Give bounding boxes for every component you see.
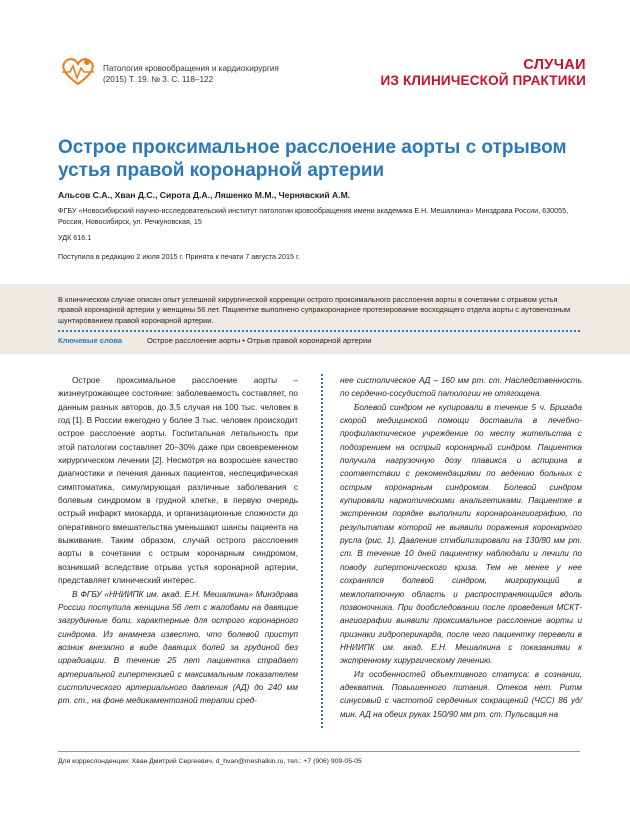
keywords-text: Острое расслоение аорты • Отрыв правой коронарной артерии bbox=[147, 336, 372, 345]
article-authors: Альсов С.А., Хван Д.С., Сирота Д.А., Ляшенко М.М., Чернявский А.М. bbox=[58, 190, 351, 200]
journal-issue: (2015) Т. 19. № 3. С. 118–122 bbox=[103, 75, 214, 84]
abstract-divider bbox=[58, 330, 580, 332]
abstract-text: В клиническом случае описан опыт успешной хирургической коррекции острого проксимального расслоения аорты в сочетании с отрывом устья правой коронарной артерии у женщины 56 лет. Пациентке выполнено супракоронарное протезирование восходящего отдела аорты с аутовенозным шунтированием правой коронарной артерии. bbox=[58, 295, 571, 325]
paragraph: нее систолическое АД – 160 мм рт. ст. Наследственность по сердечно-сосудистой патологии не отягощена. bbox=[340, 376, 582, 399]
received-dates: Поступила в редакцию 2 июля 2015 г. Принята к печати 7 августа 2015 г. bbox=[58, 252, 300, 261]
section-heading-line1: СЛУЧАИ bbox=[523, 57, 586, 73]
journal-logo-icon bbox=[58, 54, 98, 88]
journal-name: Патология кровообращения и кардиохирургия bbox=[103, 64, 279, 73]
section-heading bbox=[380, 57, 586, 89]
article-title: Острое проксимальное расслоение аорты с отрывом устья правой коронарной артерии bbox=[58, 137, 567, 181]
journal-info bbox=[103, 63, 279, 85]
body-column-left bbox=[58, 374, 298, 708]
paragraph: В ФГБУ «ННИИПК им. акад. Е.Н. Мешалкина» Минздрава России поступила женщина 56 лет с жалобами на давящие загрудинные боли, характерные для острого коронарного синдрома. Из анамнеза известно, что болевой приступ возник внезапно в виде давящих болей за грудиной без иррадиации. В течение 25 лет пациентка страдает артериальной гипертензией с максимальным показателем систолического артериального давления (АД) до 240 мм рт. ст., на фоне медикаментозной терапии сред- bbox=[58, 589, 298, 706]
paragraph: Болевой синдром не купировали в течение 5 ч. Бригада скорой медицинской помощи доставила в лечебно-профилактическое учреждение по месту жительства с подозрением на острый коронарный синдром. Пациентка получила нагрузочную дозу плавикса и аспирина в соответствии с рекомендациями по ведению больных с острым коронарным синдромом. Болевой синдром купировали наркотическими анальгетиками. Пациентке в экстренном порядке выполнили коронароангиографию, по результатам которой не выявили поражения коронарного русла (рис. 1). Давление стабилизировали на 130/80 мм рт. ст. В течение 10 дней пациентку наблюдали и лечили по поводу гипертонического криза. Тем не менее у нее сохранялся болевой синдром, мигрирующий в межлопаточную область и распространяющийся вдоль позвоночника. При дообследовании после проведения МСКТ-ангиографии выявили проксимальное расслоение аорты и признаки гидроперикарда, после чего пациентку перевели в ННИИПК им. акад. Е.Н. Мешалкина с показаниями к экстренному хирургическому лечению. bbox=[340, 402, 582, 666]
section-heading-line2: ИЗ КЛИНИЧЕСКОЙ ПРАКТИКИ bbox=[380, 73, 586, 88]
correspondence-footer: Для корреспонденции: Хван Дмитрий Сергеевич, d_hvan@meshalkin.ru, тел.: +7 (906) 909-05-05 bbox=[58, 758, 362, 765]
article-affiliation: ФГБУ «Новосибирский научно-исследовательский институт патологии кровообращения имени академика Е.Н. Мешалкина» Минздрава России, 630055, Россия, Новосибирск, ул. Речкуновская, 15 bbox=[58, 206, 569, 226]
udk-code: УДК 616.1 bbox=[58, 233, 92, 242]
paragraph: Острое проксимальное расслоение аорты – жизнеугрожающее состояние: заболеваемость составляет, по данным разных авторов, до 3,5 случая на 100 тыс. человек в год [1]. В России ежегодно у более 3 тыс. человек происходит острое расслоение аорты. Госпитальная летальность при этой патологии составляет 20–30% даже при своевременном хирургическом лечении [2]. Несмотря на возросшее качество диагностики и лечения данных пациентов, неспецифическая симптоматика, симулирующая различные заболевания с болевым синдромом в грудной клетке, в первую очередь острый инфаркт миокарда, и организационные сложности до оперативного вмешательства уменьшают шансы пациента на выживание. Таким образом, случай острого расслоения аорты в сочетании с острым коронарным синдромом, возникший вследствие отрыва устья коронарной артерии, представляет клинический интерес. bbox=[58, 376, 298, 586]
keywords-label: Ключевые слова bbox=[58, 336, 123, 345]
paragraph: Из особенностей объективного статуса: в сознании, адекватна. Повышенного питания. Отеков нет. Ритм синусовый с частотой сердечных сокращений (ЧСС) 86 уд/мин. АД на обеих руках 150/90 мм рт. ст. Пульсация на bbox=[340, 669, 582, 719]
column-divider bbox=[321, 374, 323, 728]
footer-divider bbox=[58, 751, 580, 752]
body-column-right bbox=[340, 374, 582, 721]
